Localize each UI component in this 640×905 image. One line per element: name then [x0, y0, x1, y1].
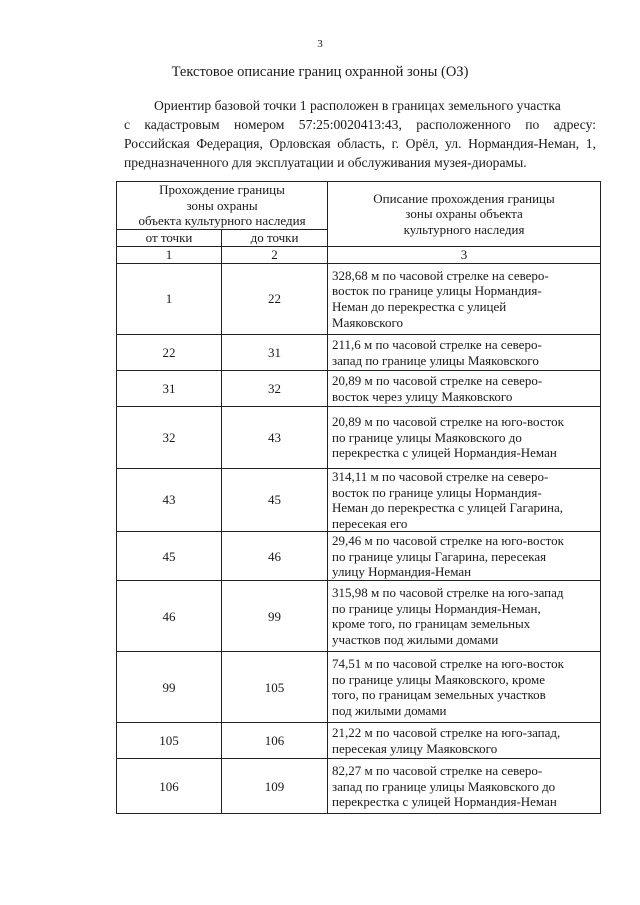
page-number: 3 [317, 38, 323, 50]
description-line: восток через улицу Маяковского [332, 388, 513, 404]
to-point-cell: 43 [222, 407, 328, 469]
header-to-point: до точки [222, 230, 328, 247]
description-line: пересекая его [332, 515, 408, 531]
description-line: 21,22 м по часовой стрелке на юго-запад, [332, 725, 561, 741]
description-line: по границе улицы Нормандия-Неман, [332, 600, 541, 616]
table-row [117, 652, 601, 723]
description-line: улицу Нормандия-Неман [332, 564, 472, 580]
to-point-cell: 31 [222, 335, 328, 371]
from-point-cell: 45 [117, 532, 222, 581]
from-point-cell: 1 [117, 264, 222, 335]
description-line: восток по границе улицы Нормандия- [332, 283, 542, 299]
description-line: по границе улицы Гагарина, пересекая [332, 548, 547, 564]
header-desc-line: зоны охраны объекта [405, 206, 523, 222]
table-row [117, 532, 601, 581]
description-line: 82,27 м по часовой стрелке на северо- [332, 762, 543, 778]
description-line: Маяковского [332, 314, 403, 330]
table-row [117, 759, 601, 814]
header-desc-line: Описание прохождения границы [373, 190, 555, 206]
table-row [117, 335, 601, 371]
to-point-cell: 106 [222, 723, 328, 759]
description-line: перекрестка с улицей Нормандия-Неман [332, 794, 557, 810]
from-point-cell: 106 [117, 759, 222, 814]
from-point-cell: 32 [117, 407, 222, 469]
intro-line: Ориентир базовой точки 1 расположен в границах земельного участка [154, 98, 561, 113]
table-row [117, 581, 601, 652]
from-point-cell: 46 [117, 581, 222, 652]
description-line: восток по границе улицы Нормандия- [332, 484, 542, 500]
boundary-table [116, 181, 601, 814]
table-row [117, 723, 601, 759]
table-row [117, 407, 601, 469]
column-number: 3 [328, 247, 601, 264]
column-number: 2 [222, 247, 328, 264]
header-desc-line: культурного наследия [403, 221, 525, 237]
description-line: Неман до перекрестка с улицей [332, 299, 507, 314]
description-line: запад по границе улицы Маяковского до [332, 778, 556, 794]
intro-paragraph [124, 96, 596, 172]
description-line: перекрестка с улицей Нормандия-Неман [332, 445, 557, 461]
description-cell [328, 264, 601, 335]
table-row [117, 469, 601, 532]
description-line: 29,46 м по часовой стрелке на юго-восток [332, 532, 564, 548]
to-point-cell: 32 [222, 371, 328, 407]
description-cell [328, 723, 601, 759]
from-point-cell: 31 [117, 371, 222, 407]
from-point-cell: 99 [117, 652, 222, 723]
header-group-line: Прохождение границы [159, 182, 285, 198]
description-line: 211,6 м по часовой стрелке на северо- [332, 336, 542, 352]
to-point-cell: 46 [222, 532, 328, 581]
description-line: по границе улицы Маяковского, кроме [332, 671, 546, 687]
description-cell [328, 371, 601, 407]
description-line: 20,89 м по часовой стрелке на северо- [332, 372, 543, 388]
intro-line: Российская Федерация, Орловская область, г. Орёл, ул. Нормандия-Неман, 1, [124, 136, 596, 151]
from-point-cell: 105 [117, 723, 222, 759]
from-point-cell: 43 [117, 469, 222, 532]
description-line: под жилыми домами [332, 702, 447, 718]
description-line: 20,89 м по часовой стрелке на юго-восток [332, 414, 564, 430]
description-cell [328, 652, 601, 723]
description-cell [328, 581, 601, 652]
description-line: кроме того, по границам земельных [332, 616, 531, 632]
description-line: пересекая улицу Маяковского [332, 740, 498, 756]
to-point-cell: 22 [222, 264, 328, 335]
intro-line: с кадастровым номером 57:25:0020413:43, расположенного по адресу: [124, 117, 596, 132]
header-group-line: зоны охраны [186, 197, 258, 213]
document-title: Текстовое описание границ охранной зоны (ОЗ) [171, 64, 469, 80]
column-number: 1 [117, 247, 222, 264]
table-row [117, 371, 601, 407]
header-group-cell [117, 182, 328, 230]
description-cell [328, 469, 601, 532]
from-point-cell: 22 [117, 335, 222, 371]
header-group-line: объекта культурного наследия [138, 213, 306, 229]
header-from-point: от точки [117, 230, 222, 247]
description-line: 315,98 м по часовой стрелке на юго-запад [332, 585, 564, 601]
description-line: 328,68 м по часовой стрелке на северо- [332, 267, 549, 283]
description-line: 74,51 м по часовой стрелке на юго-восток [332, 656, 564, 672]
description-line: запад по границе улицы Маяковского [332, 352, 539, 368]
description-cell [328, 407, 601, 469]
intro-line: предназначенного для эксплуатации и обслуживания музея-диорамы. [124, 155, 527, 170]
description-line: Неман до перекрестка с улицей Гагарина, [332, 500, 563, 516]
header-description-cell [328, 182, 601, 247]
to-point-cell: 45 [222, 469, 328, 532]
description-line: 314,11 м по часовой стрелке на северо- [332, 469, 549, 484]
description-line: того, по границам земельных участков [332, 687, 546, 703]
description-cell [328, 532, 601, 581]
description-line: по границе улицы Маяковского до [332, 429, 522, 445]
to-point-cell: 109 [222, 759, 328, 814]
description-cell [328, 759, 601, 814]
to-point-cell: 99 [222, 581, 328, 652]
to-point-cell: 105 [222, 652, 328, 723]
description-cell [328, 335, 601, 371]
table-row [117, 264, 601, 335]
description-line: участков под жилыми домами [332, 631, 499, 647]
